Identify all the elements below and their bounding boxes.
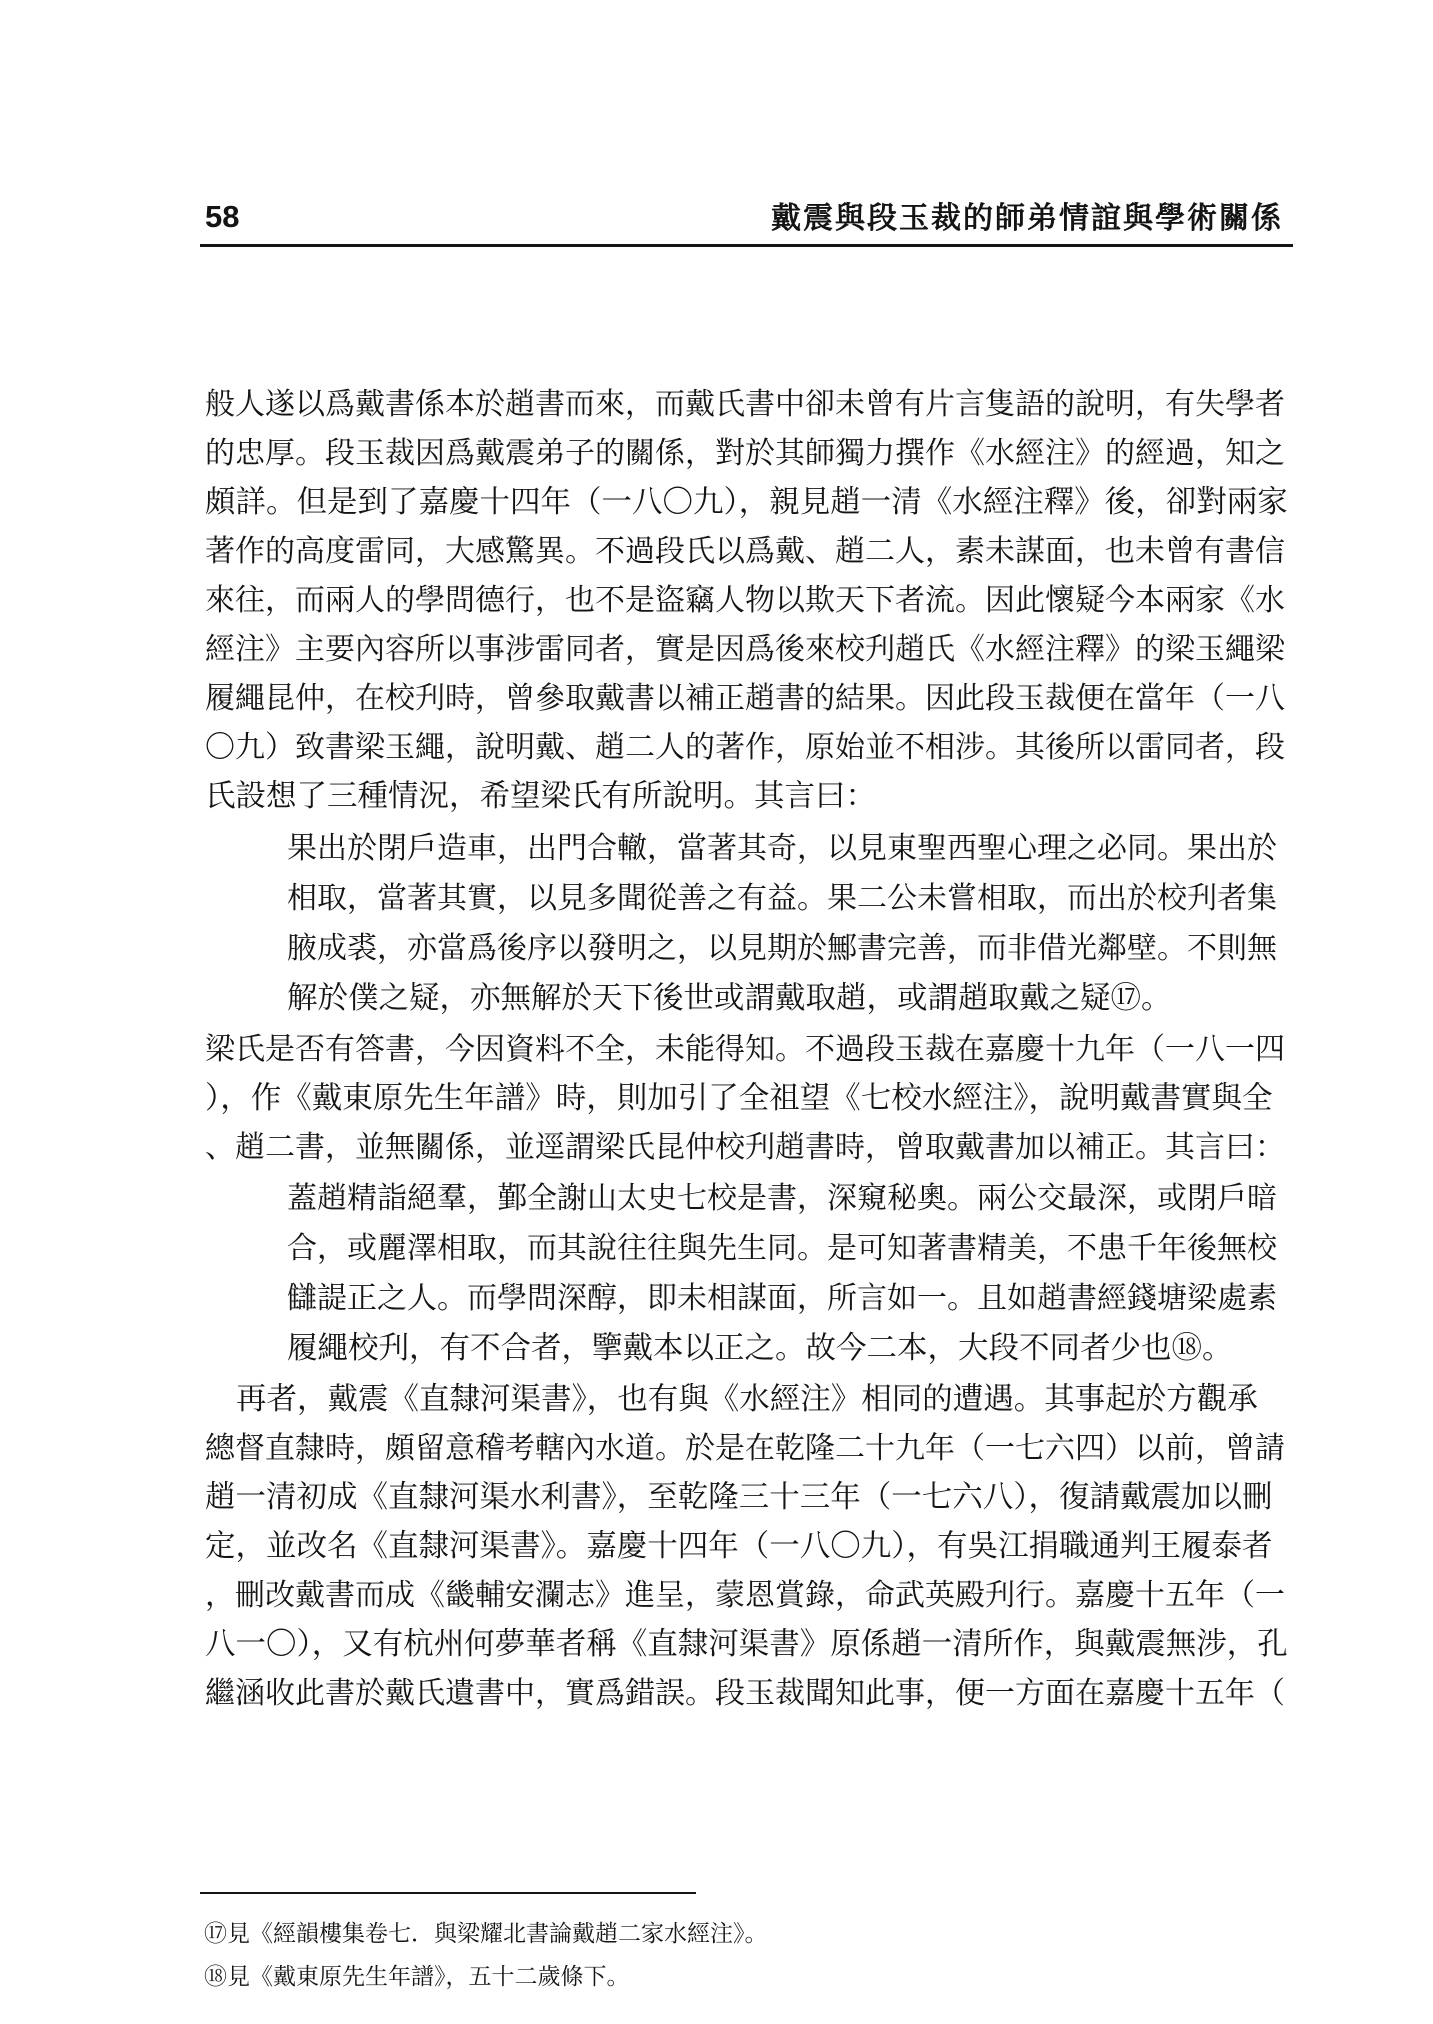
body-line: ），作《戴東原先生年譜》時，則加引了全祖望《七校水經注》，說明戴書實與全 [205, 1081, 1273, 1116]
footnote-rule [200, 1892, 696, 1894]
quote-line: 腋成裘，亦當爲後序以發明之，以見期於鄦書完善，而非借光鄰壁。不則無 [287, 931, 1277, 966]
body-line: 趙一清初成《直隸河渠水利書》，至乾隆三十三年（一七六八），復請戴震加以刪 [205, 1480, 1273, 1515]
body-line: 經注》主要內容所以事涉雷同者，實是因爲後來校刋趙氏《水經注釋》的梁玉繩梁 [205, 632, 1285, 667]
quote-line: 果出於閉戶造車，出門合轍，當著其奇，以見東聖西聖心理之必同。果出於 [287, 831, 1277, 866]
body-line: 、趙二書，並無關係，並逕謂梁氏昆仲校刋趙書時，曾取戴書加以補正。其言曰： [205, 1130, 1285, 1165]
body-line: 的忠厚。段玉裁因爲戴震弟子的關係，對於其師獨力撰作《水經注》的經過，知之 [205, 436, 1285, 471]
footnote: ⑰見《經韻樓集卷七．與梁耀北書論戴趙二家水經注》。 [204, 1921, 768, 1947]
header-rule [200, 244, 1293, 247]
body-line: 來往，而兩人的學問德行，也不是盜竊人物以欺天下者流。因此懷疑今本兩家《水 [205, 583, 1285, 618]
body-line: 總督直隸時，頗留意稽考轄內水道。於是在乾隆二十九年（一七六四）以前，曾請 [205, 1431, 1285, 1466]
body-line: 氏設想了三種情況，希望梁氏有所說明。其言曰： [205, 779, 876, 814]
body-line: 再者，戴震《直隸河渠書》，也有與《水經注》相同的遭遇。其事起於方觀承 [236, 1382, 1258, 1417]
body-line: 定，並改名《直隸河渠書》。嘉慶十四年（一八〇九），有吳江捐職通判王履泰者 [205, 1529, 1273, 1564]
running-title: 戴震與段玉裁的師弟情誼與學術關係 [771, 201, 1283, 236]
quote-line: 解於僕之疑，亦無解於天下後世或謂戴取趙，或謂趙取戴之疑⑰。 [287, 981, 1172, 1016]
body-line: 般人遂以爲戴書係本於趙書而來，而戴氏書中卻未曾有片言隻語的說明，有失學者 [205, 387, 1285, 422]
quote-line: 相取，當著其實，以見多聞從善之有益。果二公未嘗相取，而出於校刋者集 [287, 881, 1277, 916]
quote-line: 履繩校刋，有不合者，擥戴本以正之。故今二本，大段不同者少也⑱。 [287, 1331, 1233, 1366]
body-line: ，刪改戴書而成《畿輔安瀾志》進呈，蒙恩賞錄，命武英殿刋行。嘉慶十五年（一 [205, 1578, 1285, 1613]
body-line: 履繩昆仲，在校刋時，曾參取戴書以補正趙書的結果。因此段玉裁便在當年（一八 [205, 681, 1285, 716]
quote-line: 讎諟正之人。而學問深醇，即未相謀面，所言如一。且如趙書經錢塘梁處素 [287, 1281, 1277, 1316]
page-number: 58 [205, 199, 240, 234]
quote-line: 合，或麗澤相取，而其說往往與先生同。是可知著書精美，不患千年後無校 [287, 1231, 1277, 1266]
body-line: 繼涵收此書於戴氏遺書中，實爲錯誤。段玉裁聞知此事，便一方面在嘉慶十五年（ [205, 1676, 1285, 1711]
body-line: 頗詳。但是到了嘉慶十四年（一八〇九），親見趙一清《水經注釋》後，卻對兩家 [205, 485, 1288, 520]
footnote: ⑱見《戴東原先生年譜》，五十二歲條下。 [204, 1964, 630, 1990]
quote-line: 蓋趙精詣絕羣，鄞全謝山太史七校是書，深窺秘奧。兩公交最深，或閉戶暗 [287, 1181, 1277, 1216]
body-line: 著作的高度雷同，大感驚異。不過段氏以爲戴、趙二人，素未謀面，也未曾有書信 [205, 534, 1285, 569]
body-line: 〇九）致書梁玉繩，說明戴、趙二人的著作，原始並不相涉。其後所以雷同者，段 [205, 730, 1285, 765]
body-line: 八一〇），又有杭州何夢華者稱《直隸河渠書》原係趙一清所作，與戴震無涉，孔 [205, 1627, 1288, 1662]
body-line: 梁氏是否有答書，今因資料不全，未能得知。不過段玉裁在嘉慶十九年（一八一四 [205, 1032, 1285, 1067]
